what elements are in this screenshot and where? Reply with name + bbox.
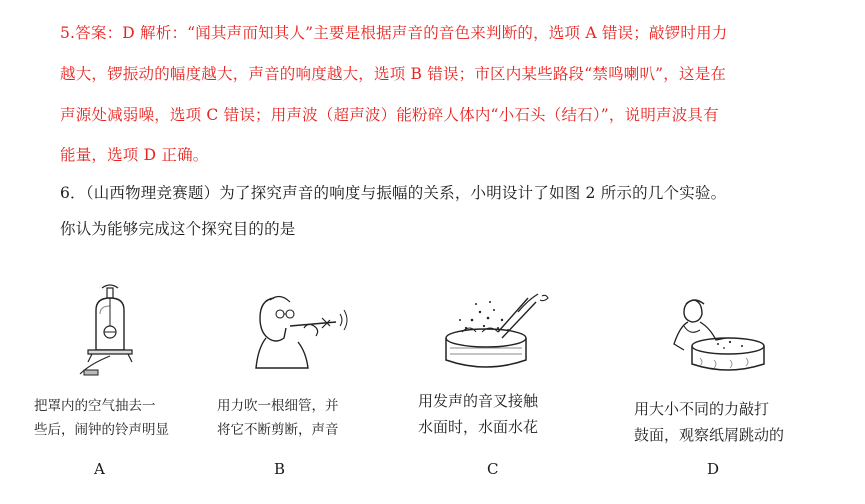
option-d-caption-line-2: 鼓面，观察纸屑跳动的 — [634, 426, 785, 444]
drum-figure — [660, 296, 770, 376]
option-c-letter: C — [487, 460, 499, 478]
question-line-1: 6．（山西物理竞赛题）为了探究声音的响度与振幅的关系，小明设计了如图 2 所示的几个实验。 — [60, 184, 727, 202]
option-a-caption — [34, 394, 169, 442]
option-a-letter: A — [94, 460, 105, 478]
option-c-caption — [418, 388, 538, 440]
option-d-letter: D — [707, 460, 720, 478]
option-c-caption-line-1: 用发声的音叉接触 — [418, 392, 539, 410]
option-b-caption — [217, 394, 339, 442]
answer-line-2: 越大，锣振动的幅度越大，声音的响度越大，选项 B 错误；市区内某些路段“禁鸣喇叭”，这是在 — [60, 65, 727, 83]
option-c-caption-line-2: 水面时，水面水花 — [418, 418, 539, 436]
question-line-2: 你认为能够完成这个探究目的的是 — [60, 220, 296, 238]
option-d-caption — [634, 396, 784, 448]
tuning-fork-figure — [432, 290, 552, 370]
option-d-caption-line-1: 用大小不同的力敲打 — [634, 400, 770, 418]
option-b-letter: B — [274, 460, 286, 478]
option-b-caption-line-2: 将它不断剪断，声音 — [217, 422, 339, 438]
answer-line-3: 声源处减弱噪，选项 C 错误；用声波（超声波）能粉碎人体内“小石头（结石）”，说明声波具有 — [60, 106, 719, 124]
bell-jar-figure — [78, 282, 144, 382]
option-a-caption-line-1: 把罩内的空气抽去一 — [34, 398, 156, 414]
option-b-caption-line-1: 用力吹一根细管，并 — [217, 398, 339, 414]
option-a-caption-line-2: 些后，闹钟的铃声明显 — [34, 422, 169, 438]
answer-line-4: 能量，选项 D 正确。 — [60, 146, 209, 164]
answer-line-1: 5.答案：D 解析：“闻其声而知其人”主要是根据声音的音色来判断的，选项 A 错误；敲锣时用力 — [60, 24, 728, 42]
blowing-straw-figure — [244, 290, 354, 380]
